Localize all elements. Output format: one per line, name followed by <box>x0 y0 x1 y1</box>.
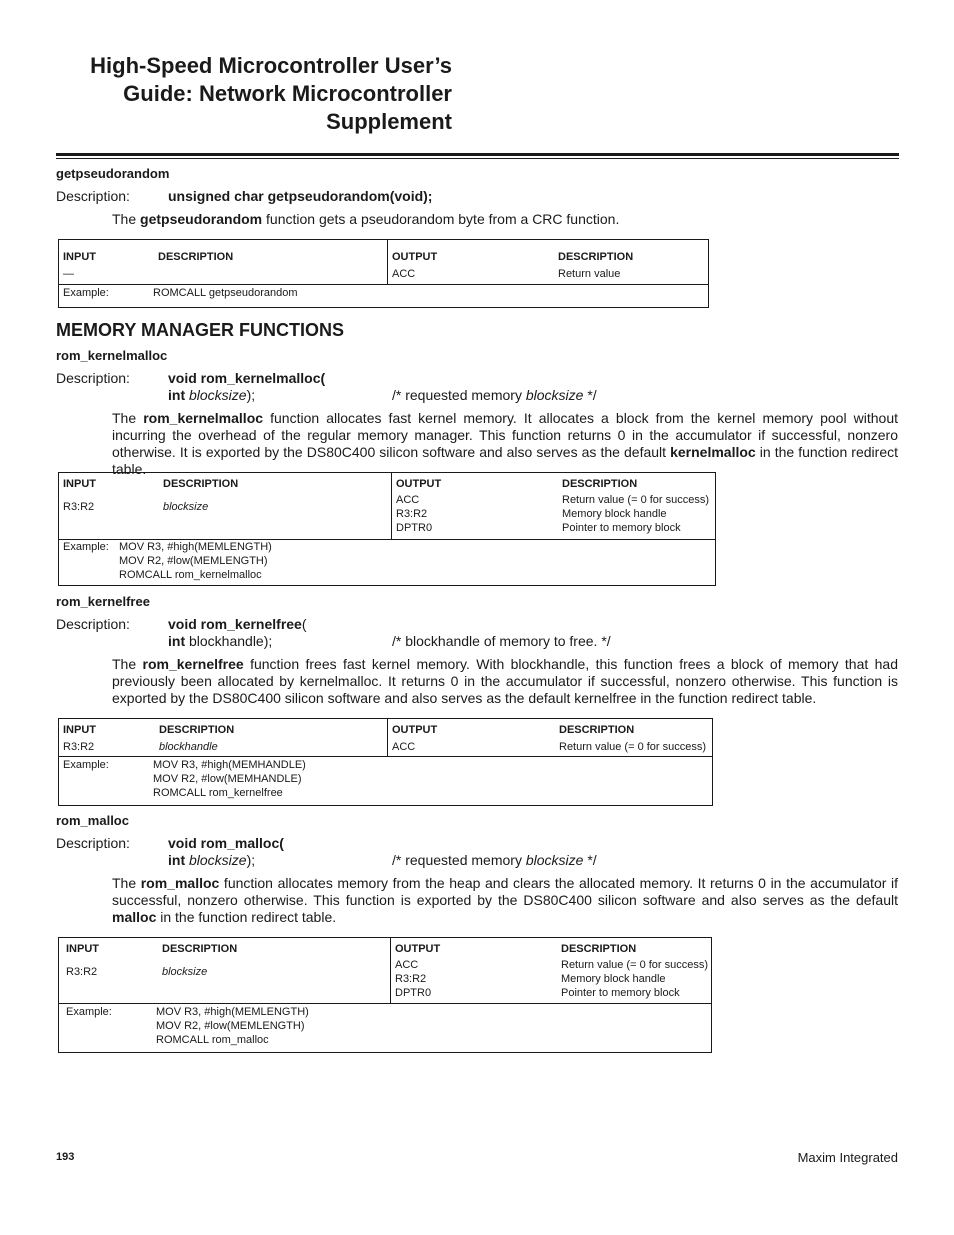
prototype-param <box>168 852 255 868</box>
th-input: INPUT <box>63 724 96 736</box>
code-line: MOV R2, #low(MEMLENGTH) <box>156 1020 305 1032</box>
proto-bold: void rom_kernelfree <box>168 616 302 632</box>
cell-output-desc <box>561 958 708 1000</box>
table-divider <box>58 756 713 757</box>
th-input: INPUT <box>63 251 96 263</box>
th-description: DESCRIPTION <box>558 251 634 263</box>
example-label: Example: <box>63 541 109 553</box>
cell-input-desc: blocksize <box>163 501 209 513</box>
th-description: DESCRIPTION <box>562 478 638 490</box>
param-type: int <box>168 387 186 403</box>
example-code <box>119 540 272 582</box>
code-line: MOV R3, #high(MEMHANDLE) <box>153 759 306 771</box>
para-text: function gets a pseudorandom byte from a CRC function. <box>262 211 620 227</box>
code-line: ROMCALL rom_malloc <box>156 1034 269 1046</box>
output-item: R3:R2 <box>395 973 427 985</box>
param-name: blockhandle); <box>185 633 273 649</box>
code-line: MOV R3, #high(MEMLENGTH) <box>156 1006 309 1018</box>
cell-output-desc: Return value <box>558 268 621 280</box>
th-output: OUTPUT <box>392 251 438 263</box>
comment-text: */ <box>583 852 597 868</box>
para-bold: rom_kernelmalloc <box>143 410 264 426</box>
para-text: The <box>112 410 144 426</box>
function-name-kernelfree: rom_kernelfree <box>56 594 150 609</box>
prototype-param <box>168 633 272 649</box>
comment-text: /* requested memory <box>392 387 526 403</box>
table-divider <box>58 284 709 285</box>
output-desc-item: Memory block handle <box>562 508 667 520</box>
title-line-2: Guide: Network Microcontroller <box>123 81 452 106</box>
function-description <box>112 875 898 926</box>
cell-output <box>396 493 432 535</box>
output-item: ACC <box>396 494 420 506</box>
param-type: int <box>168 852 186 868</box>
description-label: Description: <box>56 188 130 204</box>
param-end: ); <box>246 387 256 403</box>
para-text: in the function redirect table. <box>112 444 898 477</box>
th-output: OUTPUT <box>395 943 441 955</box>
function-name-malloc: rom_malloc <box>56 813 129 828</box>
para-bold: rom_malloc <box>140 875 220 891</box>
title-line-1: High-Speed Microcontroller User’s <box>90 53 452 78</box>
th-input: INPUT <box>66 943 99 955</box>
function-prototype: void rom_kernelmalloc( <box>168 370 326 386</box>
function-prototype: unsigned char getpseudorandom(void); <box>168 188 433 204</box>
example-label: Example: <box>66 1006 112 1018</box>
function-name-getpseudorandom: getpseudorandom <box>56 166 170 181</box>
output-desc-item: Return value (= 0 for success) <box>561 959 709 971</box>
th-output: OUTPUT <box>392 724 438 736</box>
function-description <box>112 211 619 227</box>
output-desc-item: Memory block handle <box>561 973 666 985</box>
header-rule <box>56 153 899 156</box>
table-divider <box>387 239 388 284</box>
cell-output <box>395 958 431 1000</box>
param-comment <box>392 387 597 403</box>
function-prototype <box>168 616 307 632</box>
example-label: Example: <box>63 287 109 299</box>
header-rule-thin <box>56 158 899 159</box>
code-line: MOV R2, #low(MEMLENGTH) <box>119 555 268 567</box>
code-line: MOV R2, #low(MEMHANDLE) <box>153 773 302 785</box>
para-text: The <box>112 875 141 891</box>
title-line-3: Supplement <box>326 109 452 134</box>
footer-company: Maxim Integrated <box>797 1150 898 1165</box>
comment-italic: blocksize <box>525 852 584 868</box>
output-item: DPTR0 <box>395 987 432 999</box>
proto-tail: ( <box>301 616 307 632</box>
cell-input: — <box>63 268 74 280</box>
section-heading: MEMORY MANAGER FUNCTIONS <box>56 320 344 340</box>
para-text: function allocates memory from the heap and clears the allocated memory. It returns 0 in the accumulator if successful, nonzero otherwise. This function is exported by the DS80C400 silicon software and also serves as the default <box>112 875 898 908</box>
description-label: Description: <box>56 370 130 386</box>
cell-output: ACC <box>392 741 416 753</box>
para-text: function frees fast kernel memory. With blockhandle, this function frees a block of memory that had previously been allocated by kernelmalloc. It returns 0 in the accumulator if successful, nonzero otherwise. This function is exported by the DS80C400 silicon software and also serves as the default kernelfree in the function redirect table. <box>112 656 899 706</box>
prototype-param <box>168 387 255 403</box>
th-description: DESCRIPTION <box>559 724 635 736</box>
cell-input-desc: blocksize <box>162 966 208 978</box>
th-description: DESCRIPTION <box>158 251 234 263</box>
comment-text: /* requested memory <box>392 852 526 868</box>
table-divider <box>58 1003 712 1004</box>
param-comment: /* blockhandle of memory to free. */ <box>392 633 611 649</box>
function-prototype: void rom_malloc( <box>168 835 284 851</box>
page-title <box>40 52 452 136</box>
cell-output: ACC <box>392 268 416 280</box>
para-text: The <box>112 211 141 227</box>
example-code <box>156 1005 309 1047</box>
output-desc-item: Return value (= 0 for success) <box>562 494 710 506</box>
para-bold: rom_kernelfree <box>142 656 244 672</box>
table-divider <box>391 472 392 539</box>
comment-text: */ <box>583 387 597 403</box>
output-item: DPTR0 <box>396 522 433 534</box>
param-type: int <box>168 633 186 649</box>
para-bold: malloc <box>112 909 157 925</box>
param-comment <box>392 852 597 868</box>
th-description: DESCRIPTION <box>159 724 235 736</box>
page-number: 193 <box>56 1151 75 1163</box>
function-description <box>112 410 898 478</box>
cell-input: R3:R2 <box>63 741 95 753</box>
cell-input: R3:R2 <box>66 966 98 978</box>
description-label: Description: <box>56 616 130 632</box>
function-description <box>112 656 898 707</box>
cell-input-desc: blockhandle <box>159 741 218 753</box>
th-output: OUTPUT <box>396 478 442 490</box>
para-bold: kernelmalloc <box>670 444 756 460</box>
param-name: blocksize <box>189 852 247 868</box>
para-text: The <box>112 656 143 672</box>
code-line: ROMCALL rom_kernelmalloc <box>119 569 262 581</box>
param-end: ); <box>246 852 256 868</box>
param-name: blocksize <box>189 387 247 403</box>
example-code <box>153 758 306 800</box>
th-description: DESCRIPTION <box>561 943 637 955</box>
example-code: ROMCALL getpseudorandom <box>153 287 298 299</box>
function-name-kernelmalloc: rom_kernelmalloc <box>56 348 168 363</box>
th-description: DESCRIPTION <box>163 478 239 490</box>
example-label: Example: <box>63 759 109 771</box>
code-line: ROMCALL rom_kernelfree <box>153 787 283 799</box>
cell-output-desc <box>562 493 709 535</box>
output-desc-item: Pointer to memory block <box>561 987 680 999</box>
description-label: Description: <box>56 835 130 851</box>
para-text: function allocates fast kernel memory. It allocates a block from the kernel memory pool without incurring the overhead of the regular memory manager. This function returns 0 in the accumulator if successful, nonzero otherwise. It is exported by the DS80C400 silicon software and also serves as the default <box>112 410 898 460</box>
cell-output-desc: Return value (= 0 for success) <box>559 741 707 753</box>
comment-italic: blocksize <box>525 387 584 403</box>
table-divider <box>390 937 391 1003</box>
output-item: R3:R2 <box>396 508 428 520</box>
para-text: in the function redirect table. <box>156 909 337 925</box>
output-desc-item: Pointer to memory block <box>562 522 681 534</box>
table-divider <box>387 718 388 756</box>
code-line: MOV R3, #high(MEMLENGTH) <box>119 541 272 553</box>
th-input: INPUT <box>63 478 96 490</box>
output-item: ACC <box>395 959 419 971</box>
para-bold: getpseudorandom <box>140 211 263 227</box>
cell-input: R3:R2 <box>63 501 95 513</box>
th-description: DESCRIPTION <box>162 943 238 955</box>
